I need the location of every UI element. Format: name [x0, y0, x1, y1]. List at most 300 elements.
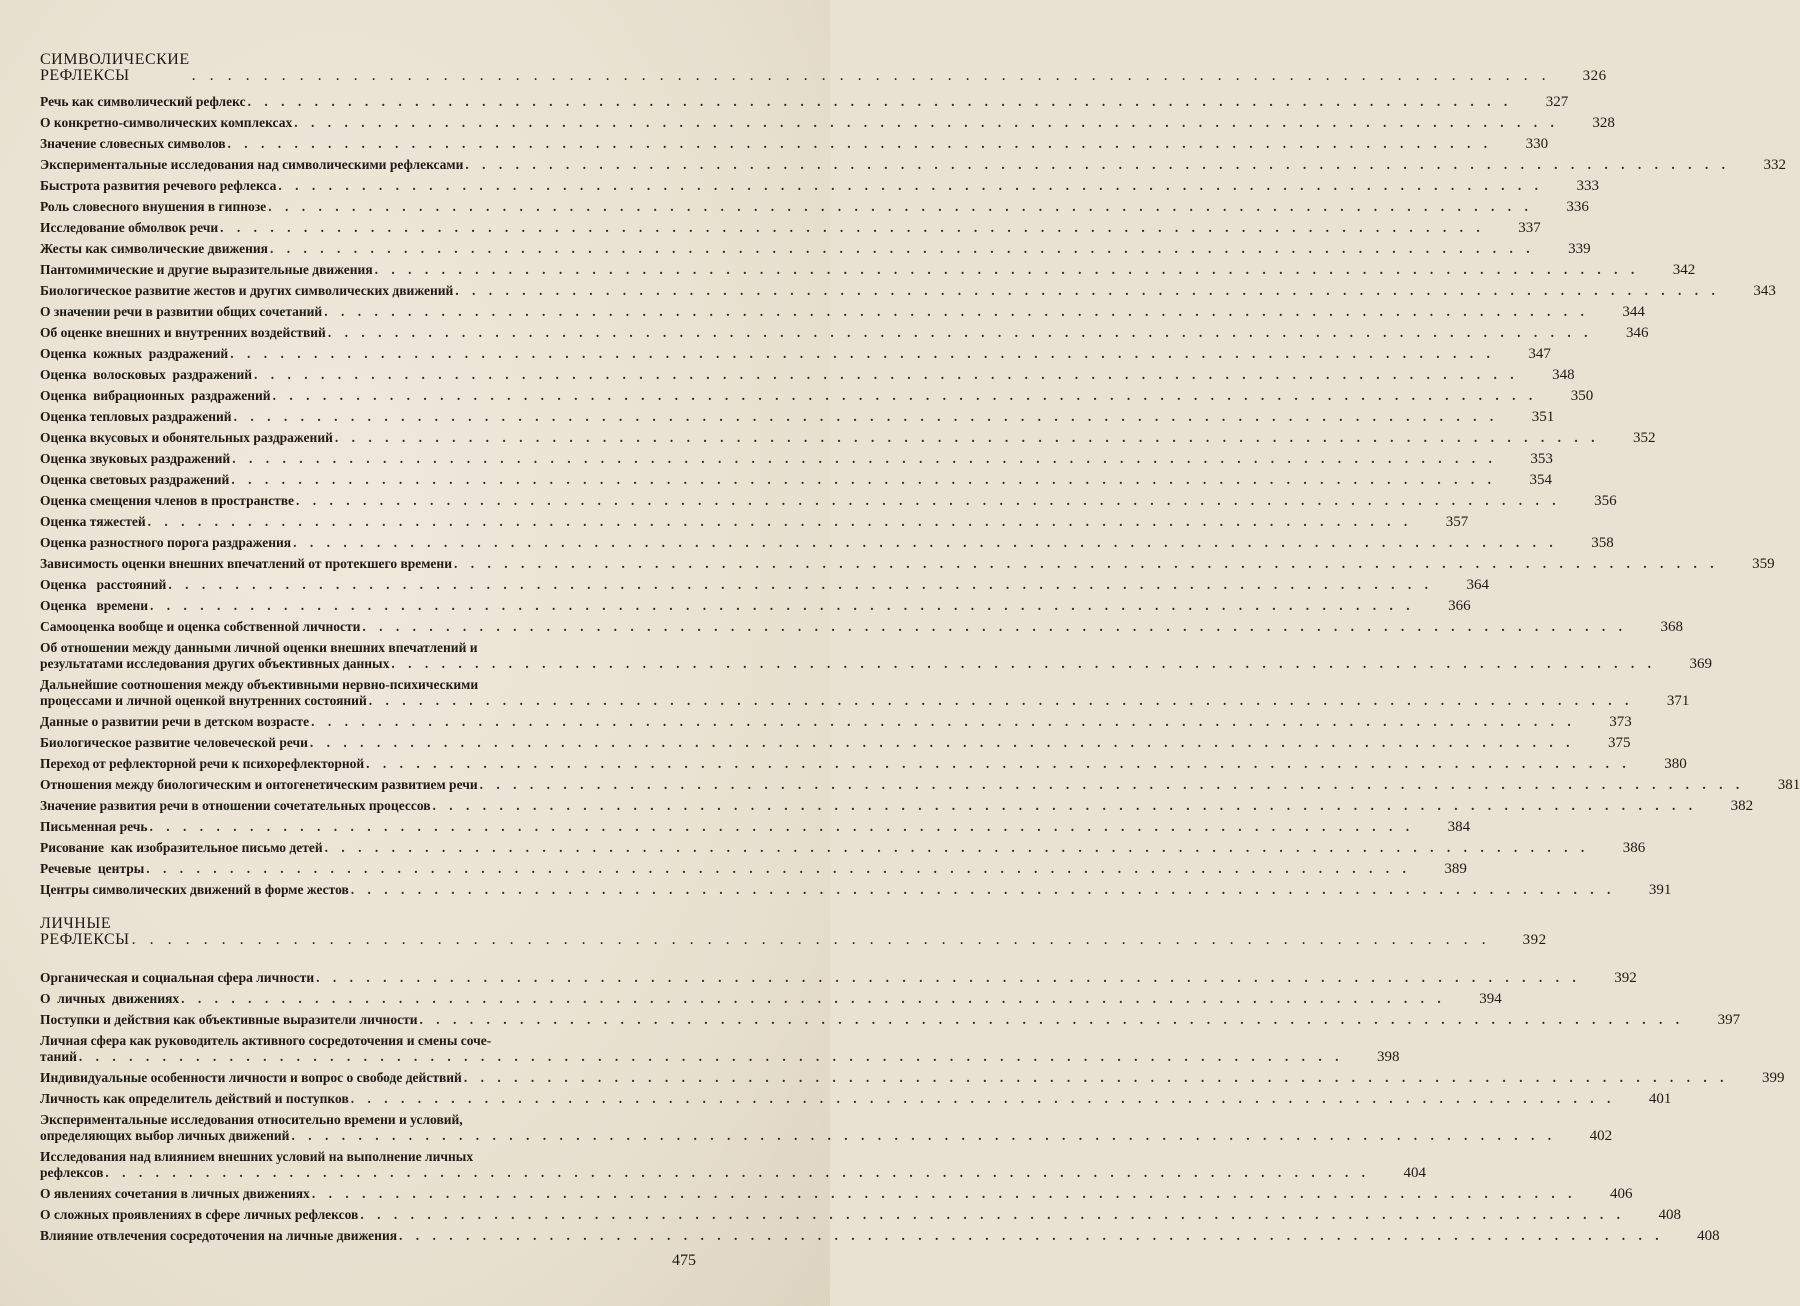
toc-entry — [40, 677, 1690, 709]
entry-line: Личная сфера как руководитель активного сосредоточения и смены соче- — [40, 1033, 492, 1048]
leader-dots: . . . . . . . . . . . . . . . . . . . . . . . . . . . . . . . . . . . . . . . . . . . . . . . . . . . . . . . . . . . . . . . . . . . . . . . . . . . . — [131, 931, 1491, 948]
entry-line: Оценка кожных раздражений — [40, 346, 229, 361]
entry-last-line — [40, 861, 1413, 877]
entry-page: 342 — [1672, 262, 1696, 278]
entry-last-line — [40, 262, 1641, 278]
entry-last-line — [40, 115, 1561, 131]
toc-entry — [40, 283, 1776, 299]
entry-last-line — [40, 882, 1617, 898]
toc-entry — [40, 325, 1649, 341]
entry-title — [40, 991, 1448, 1007]
entry-title — [40, 640, 1658, 672]
entry-last-line — [40, 970, 1583, 986]
section-heading — [40, 51, 1607, 84]
entry-last-line — [40, 693, 1635, 709]
leader-dots: . . . . . . . . . . . . . . . . . . . . . . . . . . . . . . . . . . . . . . . . . . . . . . . . . . . . . . . . . . . . . . . . . . . . . . . . . . . . — [230, 346, 1495, 361]
entry-last-line — [40, 598, 1417, 614]
entry-last-line — [40, 241, 1537, 257]
entry-title — [40, 1207, 1627, 1223]
leader-dots: . . . . . . . . . . . . . . . . . . . . . . . . . . . . . . . . . . . . . . . . . . . . . . . . . . . . . . . . . . . . . . . . . . . . . . . . . . . . — [368, 693, 1634, 708]
entry-line: Оценка тепловых раздражений — [40, 409, 232, 424]
entry-title — [40, 472, 1498, 488]
toc-entry — [40, 262, 1696, 278]
leader-dots: . . . . . . . . . . . . . . . . . . . . . . . . . . . . . . . . . . . . . . . . . . . . . . . . . . . . . . . . . . . . . . . . . . . . . . . . . . . . — [327, 325, 1593, 340]
entry-line: Значение развития речи в отношении сочетательных процессов — [40, 798, 431, 813]
entry-last-line — [40, 220, 1487, 236]
leader-dots: . . . . . . . . . . . . . . . . . . . . . . . . . . . . . . . . . . . . . . . . . . . . . . . . . . . . . . . . . . . . . . . . . . . . . . . . . . . . — [296, 493, 1561, 508]
entry-line: Дальнейшие соотношения между объективными нервно-психическими — [40, 677, 479, 692]
entry-line: Оценка тяжестей — [40, 514, 146, 529]
entry-last-line — [40, 304, 1591, 320]
entry-line: Экспериментальные исследования над символическими рефлексами — [40, 157, 464, 172]
entry-line: Оценка вкусовых и обонятельных раздражений — [40, 430, 333, 445]
leader-dots: . . . . . . . . . . . . . . . . . . . . . . . . . . . . . . . . . . . . . . . . . . . . . . . . . . . . . . . . . . . . . . . . . . . . . . . . . . . . — [311, 714, 1576, 729]
toc-entry — [40, 798, 1754, 814]
entry-page: 351 — [1531, 409, 1555, 425]
toc-entry — [40, 94, 1569, 110]
entry-line: Поступки и действия как объективные выразители личности — [40, 1012, 418, 1027]
toc-entry — [40, 1228, 1720, 1244]
entry-line: Самооценка вообще и оценка собственной личности — [40, 619, 361, 634]
entry-last-line — [40, 1049, 1346, 1065]
entry-line: Органическая и социальная сфера личности — [40, 970, 315, 985]
entry-title — [40, 1112, 1558, 1144]
entry-last-line — [40, 577, 1435, 593]
toc-entry — [40, 178, 1599, 194]
toc-entry — [40, 598, 1471, 614]
entry-title — [40, 430, 1602, 446]
leader-dots: . . . . . . . . . . . . . . . . . . . . . . . . . . . . . . . . . . . . . . . . . . . . . . . . . . . . . . . . . . . . . . . . . . . . . . . . . . . . — [293, 535, 1558, 550]
entry-title — [40, 367, 1521, 383]
entry-line: О сложных проявлениях в сфере личных рефлексов — [40, 1207, 359, 1222]
entry-page: 368 — [1660, 619, 1684, 635]
entry-line: Влияние отвлечения сосредоточения на личные движения — [40, 1228, 398, 1243]
toc-entry — [40, 640, 1712, 672]
entry-page: 330 — [1525, 136, 1549, 152]
entry-line: Речевые центры — [40, 861, 145, 876]
entry-last-line — [40, 199, 1535, 215]
toc-entry — [40, 1207, 1681, 1223]
entry-page: 333 — [1576, 178, 1599, 194]
leader-dots: . . . . . . . . . . . . . . . . . . . . . . . . . . . . . . . . . . . . . . . . . . . . . . . . . . . . . . . . . . . . . . . . . . . . . . . . . . . . — [233, 409, 1499, 424]
entry-title — [40, 241, 1537, 257]
leader-dots: . . . . . . . . . . . . . . . . . . . . . . . . . . . . . . . . . . . . . . . . . . . . . . . . . . . . . . . . . . . . . . . . . . . . . . . . . . . . — [147, 514, 1413, 529]
toc-entry — [40, 619, 1684, 635]
entry-last-line — [40, 1186, 1578, 1202]
section-heading — [40, 915, 1547, 948]
entry-title — [40, 1070, 1730, 1086]
entry-page: 397 — [1717, 1012, 1741, 1028]
entry-line: определяющих выбор личных движений — [40, 1128, 290, 1143]
toc-entry — [40, 735, 1631, 751]
leader-dots: . . . . . . . . . . . . . . . . . . . . . . . . . . . . . . . . . . . . . . . . . . . . . . . . . . . . . . . . . . . . . . . . . . . . . . . . . . . . — [168, 577, 1433, 592]
entry-page: 344 — [1622, 304, 1645, 320]
entry-page: 354 — [1529, 472, 1552, 488]
leader-dots: . . . . . . . . . . . . . . . . . . . . . . . . . . . . . . . . . . . . . . . . . . . . . . . . . . . . . . . . . . . . . . . . . . . . . . . . . . . . — [191, 67, 1551, 84]
entry-title — [40, 1228, 1666, 1244]
entry-line: Исследования над влиянием внешних условий на выполнение личных — [40, 1149, 474, 1164]
toc-entry — [40, 199, 1589, 215]
leader-dots: . . . . . . . . . . . . . . . . . . . . . . . . . . . . . . . . . . . . . . . . . . . . . . . . . . . . . . . . . . . . . . . . . . . . . . . . . . . . — [391, 656, 1656, 671]
entry-last-line — [40, 1165, 1372, 1181]
entry-line: Оценка разностного порога раздражения — [40, 535, 292, 550]
leader-dots: . . . . . . . . . . . . . . . . . . . . . . . . . . . . . . . . . . . . . . . . . . . . . . . . . . . . . . . . . . . . . . . . . . . . . . . . . . . . — [78, 1049, 1344, 1064]
entry-page: 394 — [1479, 991, 1502, 1007]
toc-entry — [40, 241, 1591, 257]
leader-dots: . . . . . . . . . . . . . . . . . . . . . . . . . . . . . . . . . . . . . . . . . . . . . . . . . . . . . . . . . . . . . . . . . . . . . . . . . . . . — [272, 388, 1538, 403]
entry-title — [40, 598, 1417, 614]
entry-page: 339 — [1568, 241, 1591, 257]
entry-page: 406 — [1609, 1186, 1633, 1202]
leader-dots: . . . . . . . . . . . . . . . . . . . . . . . . . . . . . . . . . . . . . . . . . . . . . . . . . . . . . . . . . . . . . . . . . . . . . . . . . . . . — [278, 178, 1543, 193]
entry-title — [40, 1091, 1617, 1107]
leader-dots: . . . . . . . . . . . . . . . . . . . . . . . . . . . . . . . . . . . . . . . . . . . . . . . . . . . . . . . . . . . . . . . . . . . . . . . . . . . . — [455, 283, 1720, 298]
entry-title — [40, 798, 1699, 814]
toc-entry — [40, 220, 1541, 236]
toc-entry — [40, 1186, 1633, 1202]
leader-dots: . . . . . . . . . . . . . . . . . . . . . . . . . . . . . . . . . . . . . . . . . . . . . . . . . . . . . . . . . . . . . . . . . . . . . . . . . . . . — [453, 556, 1719, 571]
entry-last-line — [40, 1070, 1730, 1086]
entry-line: О личных движениях — [40, 991, 180, 1006]
leader-dots: . . . . . . . . . . . . . . . . . . . . . . . . . . . . . . . . . . . . . . . . . . . . . . . . . . . . . . . . . . . . . . . . . . . . . . . . . . . . — [150, 598, 1415, 613]
leader-dots: . . . . . . . . . . . . . . . . . . . . . . . . . . . . . . . . . . . . . . . . . . . . . . . . . . . . . . . . . . . . . . . . . . . . . . . . . . . . — [479, 777, 1745, 792]
entry-page: 408 — [1697, 1228, 1720, 1244]
entry-title — [40, 1033, 1346, 1065]
entry-line: О значении речи в развитии общих сочетаний — [40, 304, 323, 319]
entry-line: Пантомимические и другие выразительные движения — [40, 262, 373, 277]
toc-entry — [40, 819, 1471, 835]
entry-last-line — [40, 472, 1498, 488]
entry-last-line — [40, 430, 1602, 446]
entry-title — [40, 556, 1721, 572]
entry-page: 408 — [1658, 1207, 1681, 1223]
entry-last-line — [40, 1228, 1666, 1244]
entry-title — [40, 304, 1591, 320]
toc-entry — [40, 861, 1467, 877]
entry-page: 357 — [1445, 514, 1469, 530]
leader-dots: . . . . . . . . . . . . . . . . . . . . . . . . . . . . . . . . . . . . . . . . . . . . . . . . . . . . . . . . . . . . . . . . . . . . . . . . . . . . — [311, 1186, 1577, 1201]
entry-last-line — [40, 840, 1591, 856]
entry-title — [40, 325, 1594, 341]
toc-entry — [40, 451, 1553, 467]
leader-dots: . . . . . . . . . . . . . . . . . . . . . . . . . . . . . . . . . . . . . . . . . . . . . . . . . . . . . . . . . . . . . . . . . . . . . . . . . . . . — [324, 840, 1590, 855]
leader-dots: . . . . . . . . . . . . . . . . . . . . . . . . . . . . . . . . . . . . . . . . . . . . . . . . . . . . . . . . . . . . . . . . . . . . . . . . . . . . — [291, 1128, 1557, 1143]
leader-dots: . . . . . . . . . . . . . . . . . . . . . . . . . . . . . . . . . . . . . . . . . . . . . . . . . . . . . . . . . . . . . . . . . . . . . . . . . . . . — [231, 472, 1496, 487]
entry-line: результатами исследования других объективных данных — [40, 656, 390, 671]
entry-title — [40, 577, 1435, 593]
entry-line: О конкретно-символических комплексах — [40, 115, 293, 130]
toc-entry — [40, 756, 1687, 772]
leader-dots: . . . . . . . . . . . . . . . . . . . . . . . . . . . . . . . . . . . . . . . . . . . . . . . . . . . . . . . . . . . . . . . . . . . . . . . . . . . . — [309, 735, 1575, 750]
entry-line: Значение словесных символов — [40, 136, 226, 151]
entry-last-line — [40, 451, 1499, 467]
entry-page: 359 — [1752, 556, 1775, 572]
entry-line: Письменная речь — [40, 819, 148, 834]
entry-last-line — [40, 178, 1545, 194]
leader-dots: . . . . . . . . . . . . . . . . . . . . . . . . . . . . . . . . . . . . . . . . . . . . . . . . . . . . . . . . . . . . . . . . . . . . . . . . . . . . — [227, 136, 1493, 151]
leader-dots: . . . . . . . . . . . . . . . . . . . . . . . . . . . . . . . . . . . . . . . . . . . . . . . . . . . . . . . . . . . . . . . . . . . . . . . . . . . . — [268, 199, 1533, 214]
entry-page: 373 — [1609, 714, 1632, 730]
section-page: 326 — [1582, 68, 1607, 84]
entry-title — [40, 514, 1414, 530]
leader-dots: . . . . . . . . . . . . . . . . . . . . . . . . . . . . . . . . . . . . . . . . . . . . . . . . . . . . . . . . . . . . . . . . . . . . . . . . . . . . — [324, 304, 1589, 319]
entry-page: 386 — [1622, 840, 1646, 856]
toc-entry — [40, 1012, 1741, 1028]
entry-title — [40, 115, 1561, 131]
table-of-contents — [40, 48, 1800, 1249]
toc-entry — [40, 514, 1469, 530]
toc-entry — [40, 714, 1632, 730]
leader-dots: . . . . . . . . . . . . . . . . . . . . . . . . . . . . . . . . . . . . . . . . . . . . . . . . . . . . . . . . . . . . . . . . . . . . . . . . . . . . — [360, 1207, 1625, 1222]
entry-last-line — [40, 1012, 1686, 1028]
toc-entry — [40, 777, 1800, 793]
entry-title — [40, 388, 1539, 404]
page-number: 475 — [672, 1252, 696, 1269]
entry-line: Центры символических движений в форме жестов — [40, 882, 349, 897]
entry-line: Биологическое развитие человеческой речи — [40, 735, 308, 750]
entry-last-line — [40, 283, 1722, 299]
entry-line: Рисование как изобразительное письмо детей — [40, 840, 323, 855]
entry-last-line — [40, 735, 1577, 751]
toc-entry — [40, 577, 1489, 593]
entry-line: Личность как определитель действий и поступков — [40, 1091, 349, 1106]
entry-line: Индивидуальные особенности личности и вопрос о свободе действий — [40, 1070, 462, 1085]
entry-last-line — [40, 136, 1494, 152]
entry-title — [40, 493, 1563, 509]
toc-entry — [40, 346, 1551, 362]
leader-dots: . . . . . . . . . . . . . . . . . . . . . . . . . . . . . . . . . . . . . . . . . . . . . . . . . . . . . . . . . . . . . . . . . . . . . . . . . . . . — [247, 94, 1513, 109]
entry-page: 404 — [1403, 1165, 1426, 1181]
entry-title — [40, 136, 1494, 152]
entry-page: 327 — [1545, 94, 1569, 110]
entry-line: Экспериментальные исследования относительно времени и условий, — [40, 1112, 463, 1127]
toc-entry — [40, 535, 1614, 551]
leader-dots: . . . . . . . . . . . . . . . . . . . . . . . . . . . . . . . . . . . . . . . . . . . . . . . . . . . . . . . . . . . . . . . . . . . . . . . . . . . . — [366, 756, 1631, 771]
entry-title — [40, 199, 1535, 215]
leader-dots: . . . . . . . . . . . . . . . . . . . . . . . . . . . . . . . . . . . . . . . . . . . . . . . . . . . . . . . . . . . . . . . . . . . . . . . . . . . . — [399, 1228, 1664, 1243]
leader-dots: . . . . . . . . . . . . . . . . . . . . . . . . . . . . . . . . . . . . . . . . . . . . . . . . . . . . . . . . . . . . . . . . . . . . . . . . . . . . — [350, 1091, 1616, 1106]
entry-title — [40, 157, 1732, 173]
entry-title — [40, 777, 1746, 793]
toc-entry — [40, 1149, 1426, 1181]
leader-dots: . . . . . . . . . . . . . . . . . . . . . . . . . . . . . . . . . . . . . . . . . . . . . . . . . . . . . . . . . . . . . . . . . . . . . . . . . . . . — [374, 262, 1640, 277]
toc-entry — [40, 882, 1672, 898]
leader-dots: . . . . . . . . . . . . . . . . . . . . . . . . . . . . . . . . . . . . . . . . . . . . . . . . . . . . . . . . . . . . . . . . . . . . . . . . . . . . — [294, 115, 1559, 130]
entry-last-line — [40, 798, 1699, 814]
toc-entry — [40, 1112, 1613, 1144]
entry-page: 401 — [1648, 1091, 1672, 1107]
entry-page: 392 — [1614, 970, 1637, 986]
leader-dots: . . . . . . . . . . . . . . . . . . . . . . . . . . . . . . . . . . . . . . . . . . . . . . . . . . . . . . . . . . . . . . . . . . . . . . . . . . . . — [254, 367, 1519, 382]
entry-title — [40, 451, 1499, 467]
entry-line: Оценка времени — [40, 598, 149, 613]
entry-last-line — [40, 656, 1658, 672]
toc-entry — [40, 388, 1594, 404]
entry-page: 348 — [1552, 367, 1575, 383]
entry-line: Зависимость оценки внешних впечатлений от протекшего времени — [40, 556, 452, 571]
entry-title — [40, 1186, 1578, 1202]
leader-dots: . . . . . . . . . . . . . . . . . . . . . . . . . . . . . . . . . . . . . . . . . . . . . . . . . . . . . . . . . . . . . . . . . . . . . . . . . . . . — [463, 1070, 1729, 1085]
entry-last-line — [40, 94, 1514, 110]
section-title: СИМВОЛИЧЕСКИЕ РЕФЛЕКСЫ — [40, 51, 190, 84]
entry-page: 371 — [1666, 693, 1690, 709]
entry-title — [40, 1149, 1372, 1181]
entry-page: 343 — [1753, 283, 1776, 299]
entry-page: 398 — [1377, 1049, 1400, 1065]
toc-entry — [40, 991, 1502, 1007]
leader-dots: . . . . . . . . . . . . . . . . . . . . . . . . . . . . . . . . . . . . . . . . . . . . . . . . . . . . . . . . . . . . . . . . . . . . . . . . . . . . — [105, 1165, 1370, 1180]
leader-dots: . . . . . . . . . . . . . . . . . . . . . . . . . . . . . . . . . . . . . . . . . . . . . . . . . . . . . . . . . . . . . . . . . . . . . . . . . . . . — [350, 882, 1616, 897]
toc-entry — [40, 493, 1617, 509]
leader-dots: . . . . . . . . . . . . . . . . . . . . . . . . . . . . . . . . . . . . . . . . . . . . . . . . . . . . . . . . . . . . . . . . . . . . . . . . . . . . — [419, 1012, 1685, 1027]
toc-entry — [40, 430, 1656, 446]
leader-dots: . . . . . . . . . . . . . . . . . . . . . . . . . . . . . . . . . . . . . . . . . . . . . . . . . . . . . . . . . . . . . . . . . . . . . . . . . . . . — [432, 798, 1698, 813]
entry-last-line — [40, 819, 1416, 835]
entry-line: Об оценке внешних и внутренних воздействий — [40, 325, 326, 340]
entry-page: 380 — [1664, 756, 1687, 772]
entry-title — [40, 262, 1641, 278]
entry-line: Оценка звуковых раздражений — [40, 451, 231, 466]
entry-last-line — [40, 1207, 1627, 1223]
entry-line: Быстрота развития речевого рефлекса — [40, 178, 277, 193]
toc-entry — [40, 304, 1645, 320]
entry-page: 328 — [1592, 115, 1615, 131]
toc-entry — [40, 367, 1575, 383]
entry-page: 389 — [1444, 861, 1467, 877]
entry-last-line — [40, 1128, 1558, 1144]
leader-dots: . . . . . . . . . . . . . . . . . . . . . . . . . . . . . . . . . . . . . . . . . . . . . . . . . . . . . . . . . . . . . . . . . . . . . . . . . . . . — [362, 619, 1628, 634]
entry-title — [40, 819, 1416, 835]
entry-title — [40, 346, 1497, 362]
entry-line: Речь как символический рефлекс — [40, 94, 246, 109]
leader-dots: . . . . . . . . . . . . . . . . . . . . . . . . . . . . . . . . . . . . . . . . . . . . . . . . . . . . . . . . . . . . . . . . . . . . . . . . . . . . — [149, 819, 1415, 834]
entry-page: 369 — [1689, 656, 1712, 672]
entry-last-line — [40, 325, 1594, 341]
entry-page: 352 — [1633, 430, 1656, 446]
entry-title — [40, 714, 1578, 730]
entry-last-line — [40, 756, 1633, 772]
leader-dots: . . . . . . . . . . . . . . . . . . . . . . . . . . . . . . . . . . . . . . . . . . . . . . . . . . . . . . . . . . . . . . . . . . . . . . . . . . . . — [465, 157, 1731, 172]
entry-last-line — [40, 714, 1578, 730]
entry-last-line — [40, 777, 1746, 793]
entry-line: таний — [40, 1049, 77, 1064]
entry-title — [40, 756, 1633, 772]
entry-page: 364 — [1466, 577, 1489, 593]
entry-title — [40, 409, 1500, 425]
section-page: 392 — [1522, 932, 1547, 948]
entry-line: Переход от рефлекторной речи к психорефлекторной — [40, 756, 365, 771]
entry-title — [40, 619, 1629, 635]
entry-last-line — [40, 619, 1629, 635]
entry-line: Оценка смещения членов в пространстве — [40, 493, 295, 508]
entry-last-line — [40, 535, 1560, 551]
entry-line: Роль словесного внушения в гипнозе — [40, 199, 267, 214]
entry-last-line — [40, 514, 1414, 530]
entry-line: Данные о развитии речи в детском возрасте — [40, 714, 310, 729]
entry-line: процессами и личной оценкой внутренних состояний — [40, 693, 367, 708]
entry-page: 350 — [1570, 388, 1594, 404]
entry-last-line — [40, 346, 1497, 362]
entry-page: 366 — [1448, 598, 1471, 614]
entry-title — [40, 220, 1487, 236]
entry-page: 347 — [1528, 346, 1551, 362]
entry-page: 346 — [1625, 325, 1649, 341]
entry-title — [40, 283, 1722, 299]
entry-line: Оценка расстояний — [40, 577, 167, 592]
entry-page: 353 — [1530, 451, 1553, 467]
entry-page: 337 — [1518, 220, 1541, 236]
entry-title — [40, 840, 1591, 856]
entry-page: 375 — [1608, 735, 1631, 751]
leader-dots: . . . . . . . . . . . . . . . . . . . . . . . . . . . . . . . . . . . . . . . . . . . . . . . . . . . . . . . . . . . . . . . . . . . . . . . . . . . . — [146, 861, 1411, 876]
toc-entry — [40, 115, 1615, 131]
leader-dots: . . . . . . . . . . . . . . . . . . . . . . . . . . . . . . . . . . . . . . . . . . . . . . . . . . . . . . . . . . . . . . . . . . . . . . . . . . . . — [316, 970, 1581, 985]
entry-line: Об отношении между данными личной оценки внешних впечатлений и — [40, 640, 478, 655]
entry-title — [40, 861, 1413, 877]
entry-page: 358 — [1591, 535, 1614, 551]
entry-title — [40, 94, 1514, 110]
entry-last-line — [40, 367, 1521, 383]
toc-entry — [40, 157, 1787, 173]
entry-line: О явлениях сочетания в личных движениях — [40, 1186, 310, 1201]
entry-title — [40, 882, 1617, 898]
entry-last-line — [40, 991, 1448, 1007]
entry-page: 332 — [1763, 157, 1787, 173]
entry-last-line — [40, 157, 1732, 173]
entry-line: Жесты как символические движения — [40, 241, 268, 256]
entry-page: 399 — [1761, 1070, 1785, 1086]
toc-entry — [40, 1033, 1400, 1065]
leader-dots: . . . . . . . . . . . . . . . . . . . . . . . . . . . . . . . . . . . . . . . . . . . . . . . . . . . . . . . . . . . . . . . . . . . . . . . . . . . . — [269, 241, 1535, 256]
leader-dots: . . . . . . . . . . . . . . . . . . . . . . . . . . . . . . . . . . . . . . . . . . . . . . . . . . . . . . . . . . . . . . . . . . . . . . . . . . . . — [334, 430, 1600, 445]
toc-entry — [40, 970, 1637, 986]
entry-last-line — [40, 556, 1721, 572]
entry-line: Оценка световых раздражений — [40, 472, 230, 487]
toc-entry — [40, 136, 1549, 152]
entry-last-line — [40, 493, 1563, 509]
entry-line: Отношения между биологическим и онтогенетическим развитием речи — [40, 777, 478, 792]
leader-dots: . . . . . . . . . . . . . . . . . . . . . . . . . . . . . . . . . . . . . . . . . . . . . . . . . . . . . . . . . . . . . . . . . . . . . . . . . . . . — [220, 220, 1485, 235]
entry-page: 382 — [1730, 798, 1754, 814]
toc-entry — [40, 409, 1555, 425]
toc-entry — [40, 1070, 1785, 1086]
entry-title — [40, 535, 1560, 551]
toc-entry — [40, 840, 1646, 856]
leader-dots: . . . . . . . . . . . . . . . . . . . . . . . . . . . . . . . . . . . . . . . . . . . . . . . . . . . . . . . . . . . . . . . . . . . . . . . . . . . . — [181, 991, 1446, 1006]
leader-dots: . . . . . . . . . . . . . . . . . . . . . . . . . . . . . . . . . . . . . . . . . . . . . . . . . . . . . . . . . . . . . . . . . . . . . . . . . . . . — [232, 451, 1497, 466]
entry-title — [40, 970, 1583, 986]
entry-title — [40, 677, 1635, 709]
entry-title — [40, 735, 1577, 751]
entry-page: 356 — [1594, 493, 1617, 509]
entry-line: Биологическое развитие жестов и других символических движений — [40, 283, 454, 298]
toc-entry — [40, 556, 1775, 572]
entry-title — [40, 178, 1545, 194]
section-title: ЛИЧНЫЕ РЕФЛЕКСЫ — [40, 915, 130, 948]
toc-entry — [40, 1091, 1672, 1107]
entry-line: Оценка волосковых раздражений — [40, 367, 253, 382]
entry-page: 391 — [1648, 882, 1672, 898]
entry-line: рефлексов — [40, 1165, 104, 1180]
toc-entry — [40, 472, 1552, 488]
entry-last-line — [40, 1091, 1617, 1107]
entry-page: 384 — [1447, 819, 1471, 835]
entry-last-line — [40, 388, 1539, 404]
entry-page: 336 — [1566, 199, 1589, 215]
entry-last-line — [40, 409, 1500, 425]
entry-title — [40, 1012, 1686, 1028]
entry-line: Исследование обмолвок речи — [40, 220, 219, 235]
